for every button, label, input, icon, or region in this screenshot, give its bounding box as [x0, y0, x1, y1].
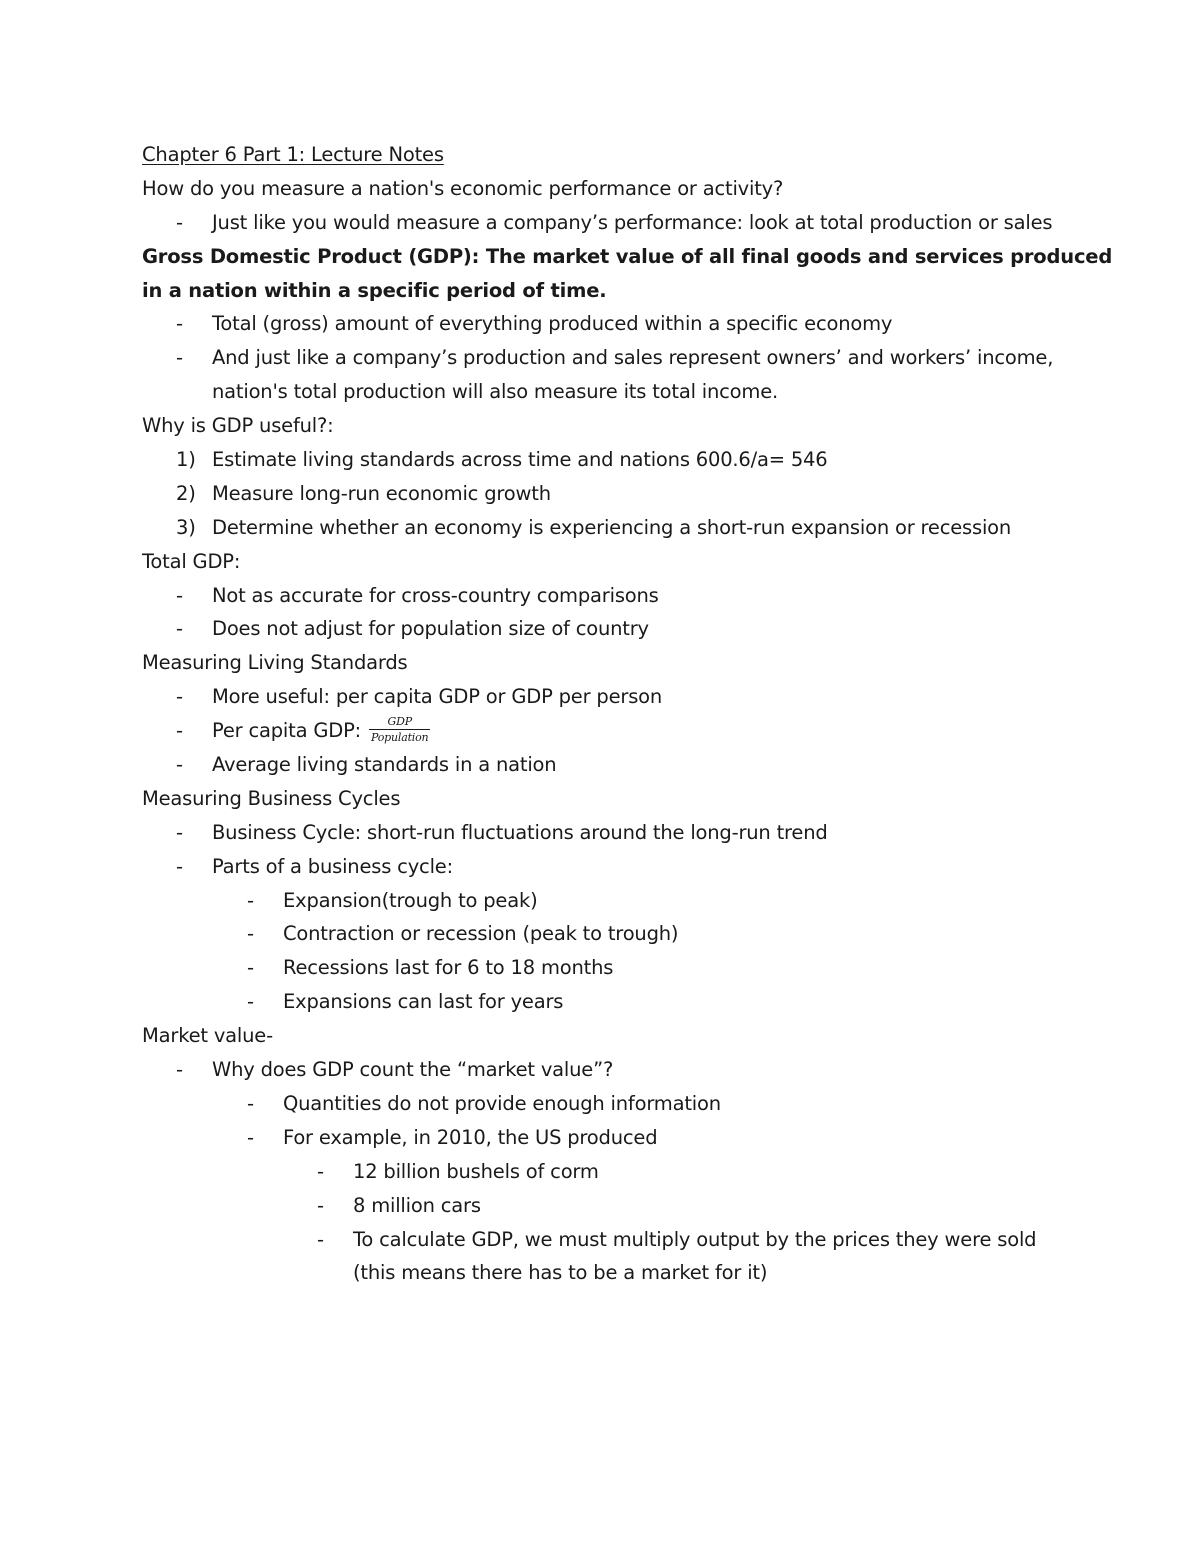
- sub-list-item-text: Expansions can last for years: [283, 990, 564, 1014]
- business-cycles-heading: Measuring Business Cycles: [142, 786, 401, 810]
- sub-list-item: [142, 884, 1072, 918]
- item-number: 2): [176, 481, 196, 505]
- dash-marker: -: [247, 1091, 254, 1115]
- sub-list-item: [142, 1121, 1072, 1155]
- dash-marker: -: [247, 1125, 254, 1149]
- list-item-text: Not as accurate for cross-country comparisons: [212, 583, 659, 607]
- list-item: [142, 680, 1072, 714]
- sub-sub-list-item-text: 8 million cars: [353, 1193, 481, 1217]
- list-item-text: Why does GDP count the “market value”?: [212, 1058, 614, 1082]
- numbered-item-text: Determine whether an economy is experiencing a short-run expansion or recession: [212, 515, 1012, 539]
- dash-marker: -: [176, 346, 183, 370]
- gdp-definition-line-2: in a nation within a specific period of time.: [142, 278, 607, 302]
- numbered-item-text: Estimate living standards across time and nations 600.6/a= 546: [212, 448, 828, 472]
- numbered-item: [142, 511, 1072, 545]
- dash-marker: -: [247, 888, 254, 912]
- sub-list-item-text: Quantities do not provide enough information: [283, 1091, 721, 1115]
- sub-sub-list-item-continuation: [142, 1256, 1072, 1290]
- sub-sub-list-item: [142, 1155, 1072, 1189]
- list-item-text: Just like you would measure a company’s performance: look at total production or sales: [212, 210, 1053, 234]
- sub-list-item: [142, 1087, 1072, 1121]
- dash-marker: -: [176, 685, 183, 709]
- formula-numerator: GDP: [369, 715, 430, 730]
- sub-sub-list-item-text: (this means there has to be a market for it): [353, 1261, 768, 1285]
- sub-sub-list-item-text: To calculate GDP, we must multiply output by the prices they were sold: [353, 1227, 1037, 1251]
- list-item: [142, 1053, 1072, 1087]
- dash-marker: -: [247, 990, 254, 1014]
- list-item: [142, 579, 1072, 613]
- dash-marker: -: [176, 583, 183, 607]
- living-standards-heading: Measuring Living Standards: [142, 651, 408, 675]
- list-item-text: Average living standards in a nation: [212, 753, 557, 777]
- list-item-text: Total (gross) amount of everything produced within a specific economy: [212, 312, 893, 336]
- sub-sub-list-item: [142, 1189, 1072, 1223]
- list-item-text: And just like a company’s production and sales represent owners’ and workers’ income,: [212, 346, 1054, 370]
- dash-marker: -: [176, 617, 183, 641]
- sub-list-item: [142, 985, 1072, 1019]
- sub-list-item-text: Contraction or recession (peak to trough): [283, 922, 679, 946]
- sub-list-item-text: Recessions last for 6 to 18 months: [283, 956, 614, 980]
- list-item-text: Business Cycle: short-run fluctuations around the long-run trend: [212, 820, 828, 844]
- notes-page: [142, 138, 1113, 1290]
- list-item-continuation: [142, 375, 1072, 409]
- formula-denominator: Population: [371, 731, 429, 745]
- dash-marker: -: [176, 854, 183, 878]
- list-item: [142, 850, 1072, 884]
- per-capita-formula: [369, 715, 430, 744]
- list-item: [142, 816, 1072, 850]
- total-gdp-heading: Total GDP:: [142, 549, 241, 573]
- dash-marker: -: [247, 956, 254, 980]
- sub-list-item-text: Expansion(trough to peak): [283, 888, 538, 912]
- list-item-text: Parts of a business cycle:: [212, 854, 453, 878]
- list-item: [142, 307, 1072, 341]
- list-item-text: nation's total production will also measure its total income.: [212, 380, 779, 404]
- list-item-text: Does not adjust for population size of country: [212, 617, 649, 641]
- list-item-text: Per capita GDP:: [212, 719, 361, 743]
- list-item: [142, 612, 1072, 646]
- page-title: Chapter 6 Part 1: Lecture Notes: [142, 143, 444, 166]
- dash-marker: -: [317, 1227, 324, 1251]
- why-heading: Why is GDP useful?:: [142, 414, 334, 438]
- dash-marker: -: [176, 753, 183, 777]
- list-item-text: More useful: per capita GDP or GDP per person: [212, 685, 663, 709]
- market-value-heading: Market value-: [142, 1024, 273, 1048]
- list-item: [142, 341, 1072, 375]
- sub-list-item-text: For example, in 2010, the US produced: [283, 1125, 658, 1149]
- dash-marker: -: [176, 210, 183, 234]
- gdp-definition-line-1: Gross Domestic Product (GDP): The market value of all final goods and services produced: [142, 244, 1113, 268]
- dash-marker: -: [176, 1058, 183, 1082]
- sub-sub-list-item-text: 12 billion bushels of corm: [353, 1159, 599, 1183]
- numbered-item: [142, 477, 1072, 511]
- list-item: [142, 206, 1072, 240]
- item-number: 1): [176, 448, 196, 472]
- dash-marker: -: [176, 820, 183, 844]
- question-measure: How do you measure a nation's economic performance or activity?: [142, 176, 784, 200]
- dash-marker: -: [247, 922, 254, 946]
- dash-marker: -: [317, 1193, 324, 1217]
- list-item: [142, 748, 1072, 782]
- dash-marker: -: [176, 719, 183, 743]
- sub-list-item: [142, 917, 1072, 951]
- numbered-item-text: Measure long-run economic growth: [212, 481, 551, 505]
- numbered-item: [142, 443, 1072, 477]
- sub-sub-list-item: [142, 1223, 1072, 1257]
- item-number: 3): [176, 515, 196, 539]
- dash-marker: -: [317, 1159, 324, 1183]
- list-item: [142, 714, 1072, 748]
- dash-marker: -: [176, 312, 183, 336]
- sub-list-item: [142, 951, 1072, 985]
